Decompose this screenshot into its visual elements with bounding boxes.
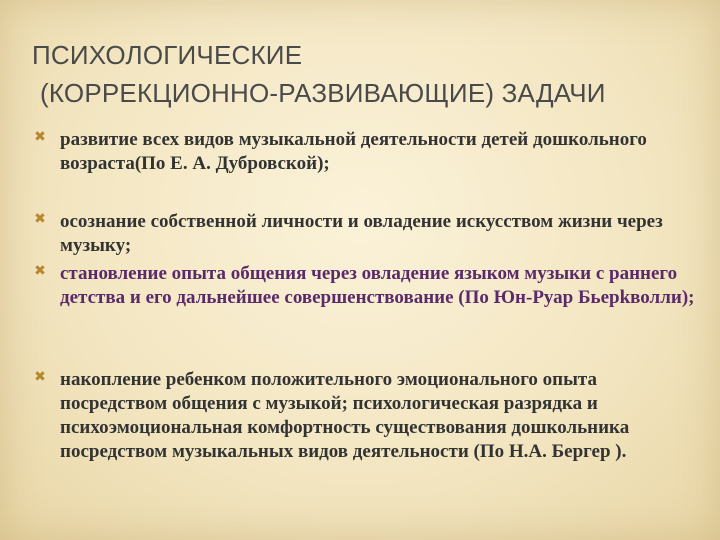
slide-title bbox=[32, 36, 692, 112]
bullet-text: осознание собственной личности и овладение искусством жизни через музыку; bbox=[60, 211, 663, 256]
x-mark-icon: ✖ bbox=[34, 211, 46, 227]
title-line-1: ПСИХОЛОГИЧЕСКИЕ bbox=[32, 40, 303, 70]
x-mark-icon: ✖ bbox=[34, 129, 46, 145]
x-mark-icon: ✖ bbox=[34, 369, 46, 385]
bullet-text: накопление ребенком положительного эмоционального опыта посредством общения с музыкой; психологическая разрядка и психоэмоциональная комфортность существования дошкольника посредством музыкальных видов деятельности (По Н.А. Бергер ). bbox=[60, 369, 630, 462]
bullet-text: развитие всех видов музыкальной деятельности детей дошкольного возраста(По Е. А. Дубровской); bbox=[60, 129, 647, 174]
title-line-2: (КОРРЕКЦИОННО-РАЗВИВАЮЩИЕ) ЗАДАЧИ bbox=[40, 78, 606, 108]
x-mark-icon: ✖ bbox=[34, 263, 46, 279]
bullet-text: становление опыта общения через овладение языком музыки с раннего детства и его дальнейшее совершенствование (По Юн-Руар Бьерkволли); bbox=[60, 263, 695, 308]
